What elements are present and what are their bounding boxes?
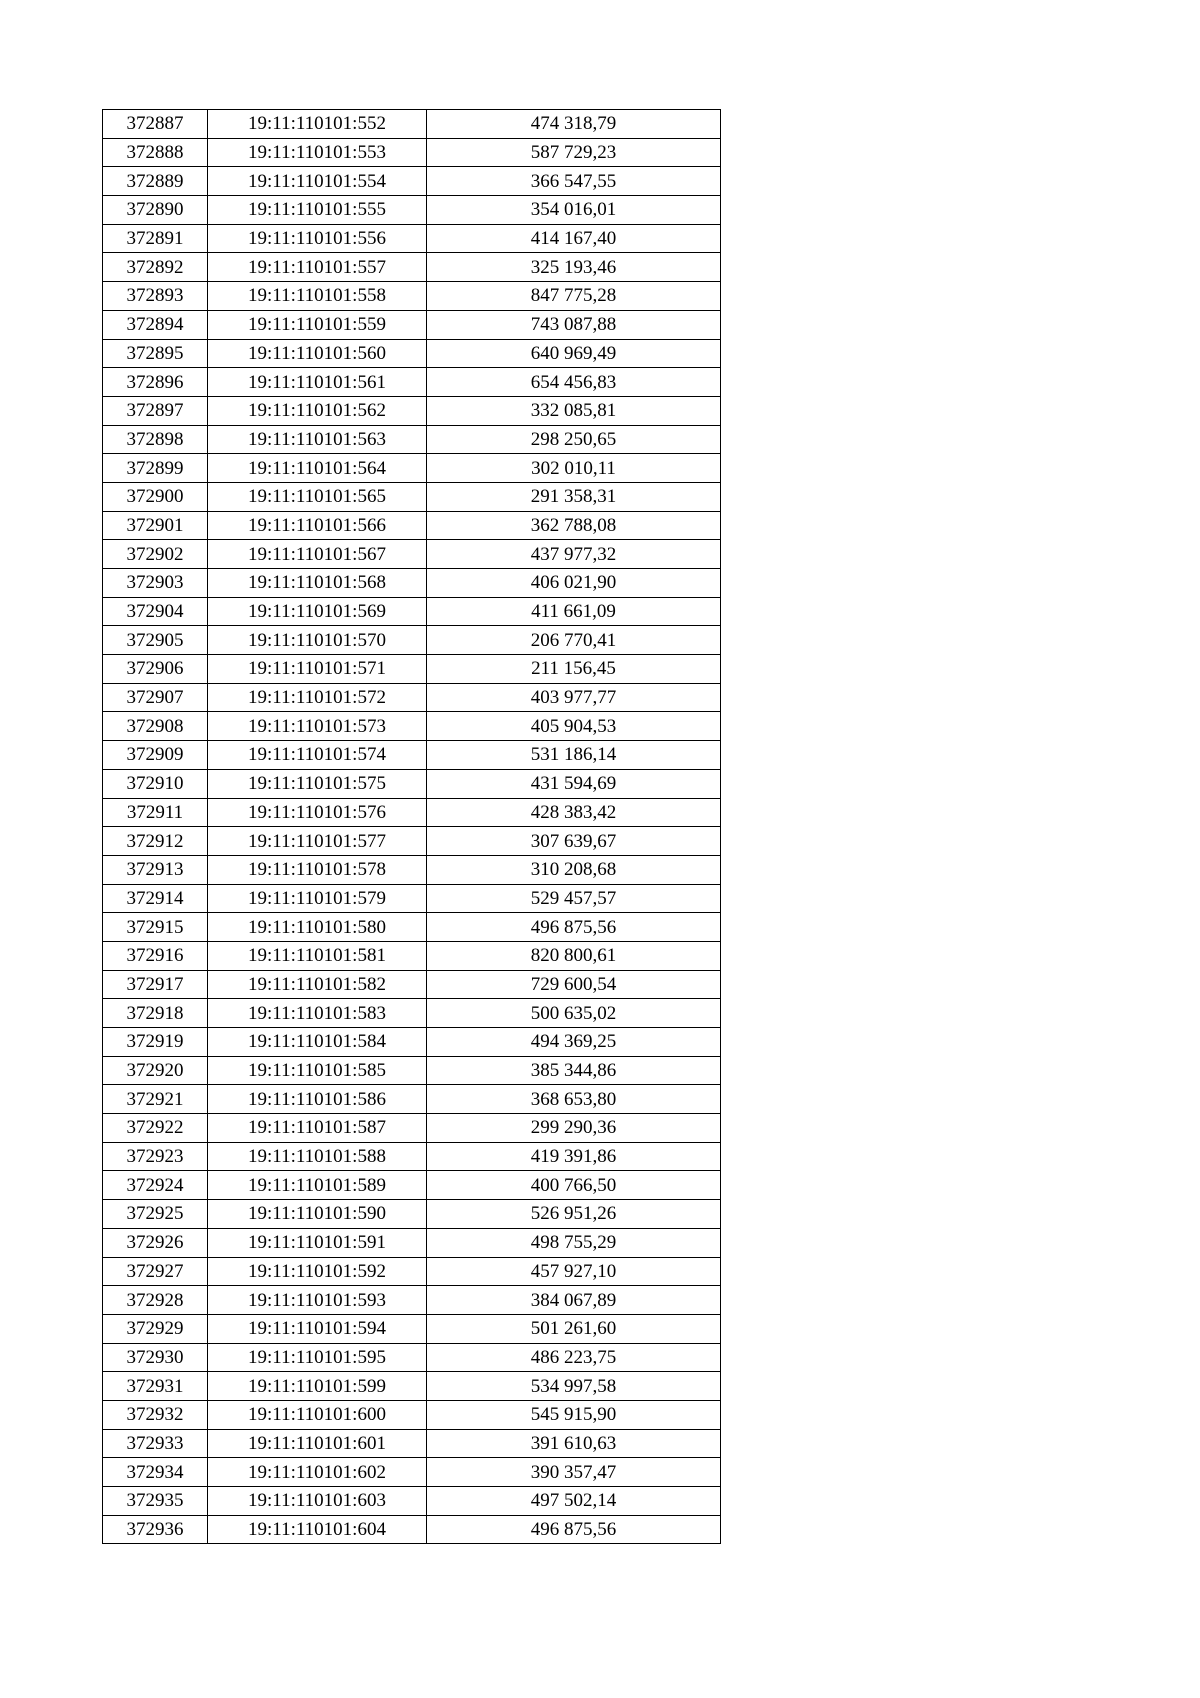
cadastral-number-cell: 19:11:110101:578 xyxy=(208,855,427,884)
cadastral-number-cell: 19:11:110101:572 xyxy=(208,683,427,712)
cadastral-number-cell: 19:11:110101:574 xyxy=(208,741,427,770)
cadastral-number-cell: 19:11:110101:564 xyxy=(208,454,427,483)
value-cell: 384 067,89 xyxy=(427,1286,721,1315)
value-cell: 486 223,75 xyxy=(427,1343,721,1372)
cadastral-number-cell: 19:11:110101:589 xyxy=(208,1171,427,1200)
value-cell: 291 358,31 xyxy=(427,482,721,511)
table-row xyxy=(103,368,721,397)
row-number-cell: 372904 xyxy=(103,597,208,626)
cadastral-number-cell: 19:11:110101:586 xyxy=(208,1085,427,1114)
value-cell: 419 391,86 xyxy=(427,1142,721,1171)
row-number-cell: 372900 xyxy=(103,482,208,511)
row-number-cell: 372894 xyxy=(103,310,208,339)
row-number-cell: 372899 xyxy=(103,454,208,483)
row-number-cell: 372916 xyxy=(103,941,208,970)
row-number-cell: 372925 xyxy=(103,1200,208,1229)
value-cell: 332 085,81 xyxy=(427,396,721,425)
value-cell: 501 261,60 xyxy=(427,1314,721,1343)
table-row xyxy=(103,310,721,339)
table-row xyxy=(103,970,721,999)
table-row xyxy=(103,798,721,827)
table-row xyxy=(103,1171,721,1200)
cadastral-number-cell: 19:11:110101:592 xyxy=(208,1257,427,1286)
table-row xyxy=(103,110,721,139)
cadastral-number-cell: 19:11:110101:577 xyxy=(208,827,427,856)
cadastral-number-cell: 19:11:110101:602 xyxy=(208,1458,427,1487)
cadastral-number-cell: 19:11:110101:571 xyxy=(208,655,427,684)
cadastral-number-cell: 19:11:110101:580 xyxy=(208,913,427,942)
row-number-cell: 372906 xyxy=(103,655,208,684)
row-number-cell: 372923 xyxy=(103,1142,208,1171)
table-row xyxy=(103,167,721,196)
table-row xyxy=(103,540,721,569)
cadastral-number-cell: 19:11:110101:552 xyxy=(208,110,427,139)
value-cell: 299 290,36 xyxy=(427,1114,721,1143)
value-cell: 531 186,14 xyxy=(427,741,721,770)
row-number-cell: 372926 xyxy=(103,1228,208,1257)
cadastral-number-cell: 19:11:110101:561 xyxy=(208,368,427,397)
cadastral-number-cell: 19:11:110101:599 xyxy=(208,1372,427,1401)
row-number-cell: 372918 xyxy=(103,999,208,1028)
row-number-cell: 372922 xyxy=(103,1114,208,1143)
row-number-cell: 372888 xyxy=(103,138,208,167)
row-number-cell: 372933 xyxy=(103,1429,208,1458)
cadastral-number-cell: 19:11:110101:559 xyxy=(208,310,427,339)
value-cell: 498 755,29 xyxy=(427,1228,721,1257)
row-number-cell: 372891 xyxy=(103,224,208,253)
value-cell: 640 969,49 xyxy=(427,339,721,368)
value-cell: 526 951,26 xyxy=(427,1200,721,1229)
table-row xyxy=(103,1286,721,1315)
row-number-cell: 372895 xyxy=(103,339,208,368)
value-cell: 390 357,47 xyxy=(427,1458,721,1487)
cadastral-number-cell: 19:11:110101:585 xyxy=(208,1056,427,1085)
table-row xyxy=(103,196,721,225)
table-row xyxy=(103,741,721,770)
value-cell: 391 610,63 xyxy=(427,1429,721,1458)
table-row xyxy=(103,396,721,425)
value-cell: 310 208,68 xyxy=(427,855,721,884)
row-number-cell: 372935 xyxy=(103,1487,208,1516)
value-cell: 302 010,11 xyxy=(427,454,721,483)
cadastral-number-cell: 19:11:110101:593 xyxy=(208,1286,427,1315)
value-cell: 729 600,54 xyxy=(427,970,721,999)
row-number-cell: 372931 xyxy=(103,1372,208,1401)
table-row xyxy=(103,138,721,167)
table-row xyxy=(103,884,721,913)
value-cell: 497 502,14 xyxy=(427,1487,721,1516)
row-number-cell: 372917 xyxy=(103,970,208,999)
table-row xyxy=(103,1142,721,1171)
table-row xyxy=(103,511,721,540)
cadastral-number-cell: 19:11:110101:579 xyxy=(208,884,427,913)
cadastral-number-cell: 19:11:110101:590 xyxy=(208,1200,427,1229)
row-number-cell: 372897 xyxy=(103,396,208,425)
cadastral-number-cell: 19:11:110101:573 xyxy=(208,712,427,741)
table-row xyxy=(103,482,721,511)
table-row xyxy=(103,769,721,798)
cadastral-number-cell: 19:11:110101:569 xyxy=(208,597,427,626)
value-cell: 325 193,46 xyxy=(427,253,721,282)
table-row xyxy=(103,1257,721,1286)
cadastral-number-cell: 19:11:110101:583 xyxy=(208,999,427,1028)
cadastral-number-cell: 19:11:110101:560 xyxy=(208,339,427,368)
value-cell: 743 087,88 xyxy=(427,310,721,339)
row-number-cell: 372915 xyxy=(103,913,208,942)
cadastral-number-cell: 19:11:110101:575 xyxy=(208,769,427,798)
row-number-cell: 372907 xyxy=(103,683,208,712)
table-row xyxy=(103,913,721,942)
table-row xyxy=(103,425,721,454)
cadastral-number-cell: 19:11:110101:554 xyxy=(208,167,427,196)
value-cell: 431 594,69 xyxy=(427,769,721,798)
table-row xyxy=(103,999,721,1028)
row-number-cell: 372927 xyxy=(103,1257,208,1286)
row-number-cell: 372910 xyxy=(103,769,208,798)
row-number-cell: 372930 xyxy=(103,1343,208,1372)
row-number-cell: 372909 xyxy=(103,741,208,770)
row-number-cell: 372890 xyxy=(103,196,208,225)
cadastral-number-cell: 19:11:110101:582 xyxy=(208,970,427,999)
value-cell: 403 977,77 xyxy=(427,683,721,712)
cadastral-number-cell: 19:11:110101:581 xyxy=(208,941,427,970)
table-row xyxy=(103,597,721,626)
cadastral-number-cell: 19:11:110101:587 xyxy=(208,1114,427,1143)
table-row xyxy=(103,1372,721,1401)
table-row xyxy=(103,626,721,655)
value-cell: 545 915,90 xyxy=(427,1400,721,1429)
cadastral-number-cell: 19:11:110101:604 xyxy=(208,1515,427,1544)
table-body xyxy=(103,110,721,1544)
table-row xyxy=(103,1200,721,1229)
value-cell: 457 927,10 xyxy=(427,1257,721,1286)
table-row xyxy=(103,1085,721,1114)
row-number-cell: 372889 xyxy=(103,167,208,196)
table-row xyxy=(103,1228,721,1257)
row-number-cell: 372929 xyxy=(103,1314,208,1343)
row-number-cell: 372902 xyxy=(103,540,208,569)
value-cell: 587 729,23 xyxy=(427,138,721,167)
value-cell: 307 639,67 xyxy=(427,827,721,856)
value-cell: 496 875,56 xyxy=(427,1515,721,1544)
value-cell: 368 653,80 xyxy=(427,1085,721,1114)
row-number-cell: 372905 xyxy=(103,626,208,655)
value-cell: 654 456,83 xyxy=(427,368,721,397)
cadastral-number-cell: 19:11:110101:565 xyxy=(208,482,427,511)
value-cell: 474 318,79 xyxy=(427,110,721,139)
row-number-cell: 372913 xyxy=(103,855,208,884)
row-number-cell: 372932 xyxy=(103,1400,208,1429)
value-cell: 206 770,41 xyxy=(427,626,721,655)
value-cell: 405 904,53 xyxy=(427,712,721,741)
row-number-cell: 372921 xyxy=(103,1085,208,1114)
value-cell: 406 021,90 xyxy=(427,569,721,598)
table-row xyxy=(103,1343,721,1372)
table-row xyxy=(103,1487,721,1516)
cadastral-number-cell: 19:11:110101:563 xyxy=(208,425,427,454)
value-cell: 534 997,58 xyxy=(427,1372,721,1401)
row-number-cell: 372898 xyxy=(103,425,208,454)
row-number-cell: 372908 xyxy=(103,712,208,741)
cadastral-number-cell: 19:11:110101:558 xyxy=(208,282,427,311)
value-cell: 414 167,40 xyxy=(427,224,721,253)
value-cell: 496 875,56 xyxy=(427,913,721,942)
table-row xyxy=(103,1458,721,1487)
value-cell: 494 369,25 xyxy=(427,1028,721,1057)
row-number-cell: 372912 xyxy=(103,827,208,856)
data-table xyxy=(102,109,721,1544)
row-number-cell: 372919 xyxy=(103,1028,208,1057)
cadastral-number-cell: 19:11:110101:555 xyxy=(208,196,427,225)
table-row xyxy=(103,253,721,282)
cadastral-number-cell: 19:11:110101:600 xyxy=(208,1400,427,1429)
value-cell: 428 383,42 xyxy=(427,798,721,827)
cadastral-number-cell: 19:11:110101:566 xyxy=(208,511,427,540)
table-row xyxy=(103,454,721,483)
table-row xyxy=(103,855,721,884)
value-cell: 354 016,01 xyxy=(427,196,721,225)
table-row xyxy=(103,1114,721,1143)
value-cell: 400 766,50 xyxy=(427,1171,721,1200)
cadastral-number-cell: 19:11:110101:562 xyxy=(208,396,427,425)
table-row xyxy=(103,1056,721,1085)
value-cell: 437 977,32 xyxy=(427,540,721,569)
table-row xyxy=(103,1429,721,1458)
table-row xyxy=(103,655,721,684)
row-number-cell: 372896 xyxy=(103,368,208,397)
value-cell: 411 661,09 xyxy=(427,597,721,626)
value-cell: 366 547,55 xyxy=(427,167,721,196)
row-number-cell: 372928 xyxy=(103,1286,208,1315)
cadastral-number-cell: 19:11:110101:567 xyxy=(208,540,427,569)
table-row xyxy=(103,827,721,856)
row-number-cell: 372924 xyxy=(103,1171,208,1200)
value-cell: 529 457,57 xyxy=(427,884,721,913)
table-row xyxy=(103,1400,721,1429)
cadastral-number-cell: 19:11:110101:557 xyxy=(208,253,427,282)
table-row xyxy=(103,712,721,741)
row-number-cell: 372903 xyxy=(103,569,208,598)
table-row xyxy=(103,282,721,311)
row-number-cell: 372887 xyxy=(103,110,208,139)
table-row xyxy=(103,1028,721,1057)
cadastral-number-cell: 19:11:110101:584 xyxy=(208,1028,427,1057)
cadastral-number-cell: 19:11:110101:556 xyxy=(208,224,427,253)
table-row xyxy=(103,941,721,970)
row-number-cell: 372914 xyxy=(103,884,208,913)
row-number-cell: 372920 xyxy=(103,1056,208,1085)
value-cell: 211 156,45 xyxy=(427,655,721,684)
row-number-cell: 372901 xyxy=(103,511,208,540)
row-number-cell: 372892 xyxy=(103,253,208,282)
cadastral-number-cell: 19:11:110101:595 xyxy=(208,1343,427,1372)
cadastral-number-cell: 19:11:110101:594 xyxy=(208,1314,427,1343)
cadastral-number-cell: 19:11:110101:553 xyxy=(208,138,427,167)
table-row xyxy=(103,1314,721,1343)
table-row xyxy=(103,683,721,712)
cadastral-number-cell: 19:11:110101:568 xyxy=(208,569,427,598)
value-cell: 820 800,61 xyxy=(427,941,721,970)
cadastral-number-cell: 19:11:110101:576 xyxy=(208,798,427,827)
cadastral-number-cell: 19:11:110101:591 xyxy=(208,1228,427,1257)
value-cell: 298 250,65 xyxy=(427,425,721,454)
cadastral-number-cell: 19:11:110101:588 xyxy=(208,1142,427,1171)
row-number-cell: 372911 xyxy=(103,798,208,827)
value-cell: 385 344,86 xyxy=(427,1056,721,1085)
row-number-cell: 372936 xyxy=(103,1515,208,1544)
value-cell: 847 775,28 xyxy=(427,282,721,311)
cadastral-number-cell: 19:11:110101:603 xyxy=(208,1487,427,1516)
value-cell: 362 788,08 xyxy=(427,511,721,540)
cadastral-number-cell: 19:11:110101:570 xyxy=(208,626,427,655)
value-cell: 500 635,02 xyxy=(427,999,721,1028)
table-row xyxy=(103,224,721,253)
row-number-cell: 372934 xyxy=(103,1458,208,1487)
row-number-cell: 372893 xyxy=(103,282,208,311)
table-row xyxy=(103,1515,721,1544)
cadastral-number-cell: 19:11:110101:601 xyxy=(208,1429,427,1458)
table-row xyxy=(103,569,721,598)
table-row xyxy=(103,339,721,368)
